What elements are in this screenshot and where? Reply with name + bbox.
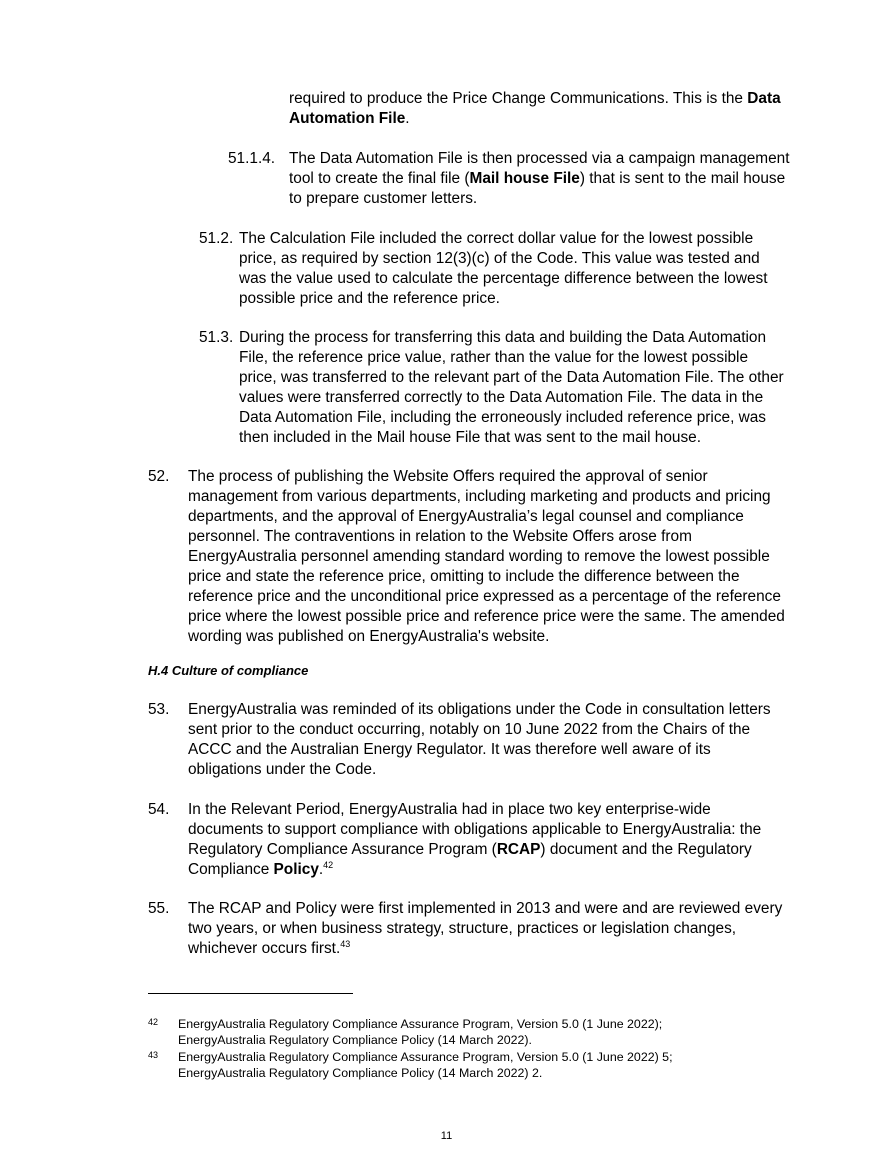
footnote-number: 42 <box>148 1017 159 1027</box>
paragraph-number: 51.3. <box>199 329 234 346</box>
footnote-43 <box>148 1049 798 1081</box>
defined-term: Policy <box>273 861 319 878</box>
defined-term: RCAP <box>496 841 541 858</box>
footnote-reference[interactable]: 43 <box>340 938 351 949</box>
paragraph-number: 54. <box>148 801 170 818</box>
footnote-reference[interactable]: 42 <box>323 859 334 870</box>
paragraph-text: EnergyAustralia was reminded of its obligations under the Code in consultation letters sent prior to the conduct occurring, notably on 10 June 2022 from the Chairs of the ACCC and the Australian Energy Regulator. It was therefore well aware of its obligations under the Code. <box>188 701 771 778</box>
page-number: 11 <box>440 1130 453 1142</box>
paragraph-text: The process of publishing the Website Offers required the approval of senior management from various departments, including marketing and products and pricing departments, and the approval of EnergyAustralia’s legal counsel and compliance personnel. The contraventions in relation to the Website Offers arose from EnergyAustralia personnel amending standard wording to remove the lowest possible price and state the reference price, omitting to include the difference between the reference price and the unconditional price expressed as a percentage of the reference price where the lowest possible price and reference price were the same. The amended wording was published on EnergyAustralia's website. <box>188 468 785 645</box>
paragraph-text: . <box>318 861 324 878</box>
footnote-42 <box>148 1016 798 1048</box>
paragraph-text: The RCAP and Policy were first implemented in 2013 and were and are reviewed every two years, or when business strategy, structure, practices or legislation changes, whichever occurs first. <box>188 900 783 957</box>
paragraph-text: . <box>405 110 410 127</box>
paragraph-text: The Data Automation File is then processed via a campaign management tool to create the final file ( <box>289 150 790 187</box>
footnote-text: EnergyAustralia Regulatory Compliance Assurance Program, Version 5.0 (1 June 2022); <box>178 1017 663 1031</box>
footnote-text: EnergyAustralia Regulatory Compliance Policy (14 March 2022) 2. <box>178 1066 543 1080</box>
paragraph-number: 53. <box>148 701 170 718</box>
paragraph-number: 52. <box>148 468 170 485</box>
paragraph-text: required to produce the Price Change Communications. This is the <box>289 90 748 107</box>
footnote-separator <box>148 993 353 994</box>
footnote-text: EnergyAustralia Regulatory Compliance Policy (14 March 2022). <box>178 1033 532 1047</box>
paragraph-text: ) that is sent to the mail house to prepare customer letters. <box>289 170 786 207</box>
paragraph-text: ) document and the Regulatory Compliance <box>188 841 752 878</box>
paragraph-number: 51.1.4. <box>228 150 276 167</box>
paragraph-text: The Calculation File included the correct dollar value for the lowest possible price, as required by section 12(3)(c) of the Code. This value was tested and was the value used to calculate the percentage difference between the lowest possible price and the reference price. <box>239 230 768 307</box>
paragraph-text: During the process for transferring this data and building the Data Automation File, the reference price value, rather than the value for the lowest possible price, was transferred to the relevant part of the Data Automation File. The other values were transferred correctly to the Data Automation File. The data in the Data Automation File, including the erroneously included reference price, was then included in the Mail house File that was sent to the mail house. <box>239 329 784 446</box>
paragraph-text: In the Relevant Period, EnergyAustralia had in place two key enterprise-wide documents to support compliance with obligations applicable to EnergyAustralia: the Regulatory Compliance Assurance Program ( <box>188 801 762 858</box>
paragraph-51-1-3-continued <box>289 89 799 129</box>
footnote-number: 43 <box>148 1050 159 1060</box>
defined-term: Data Automation File <box>289 90 781 127</box>
footnote-text: EnergyAustralia Regulatory Compliance Assurance Program, Version 5.0 (1 June 2022) 5; <box>178 1050 673 1064</box>
section-heading: H.4 Culture of compliance <box>148 663 309 678</box>
paragraph-number: 55. <box>148 900 170 917</box>
defined-term: Mail house File <box>469 170 580 187</box>
paragraph-number: 51.2. <box>199 230 234 247</box>
